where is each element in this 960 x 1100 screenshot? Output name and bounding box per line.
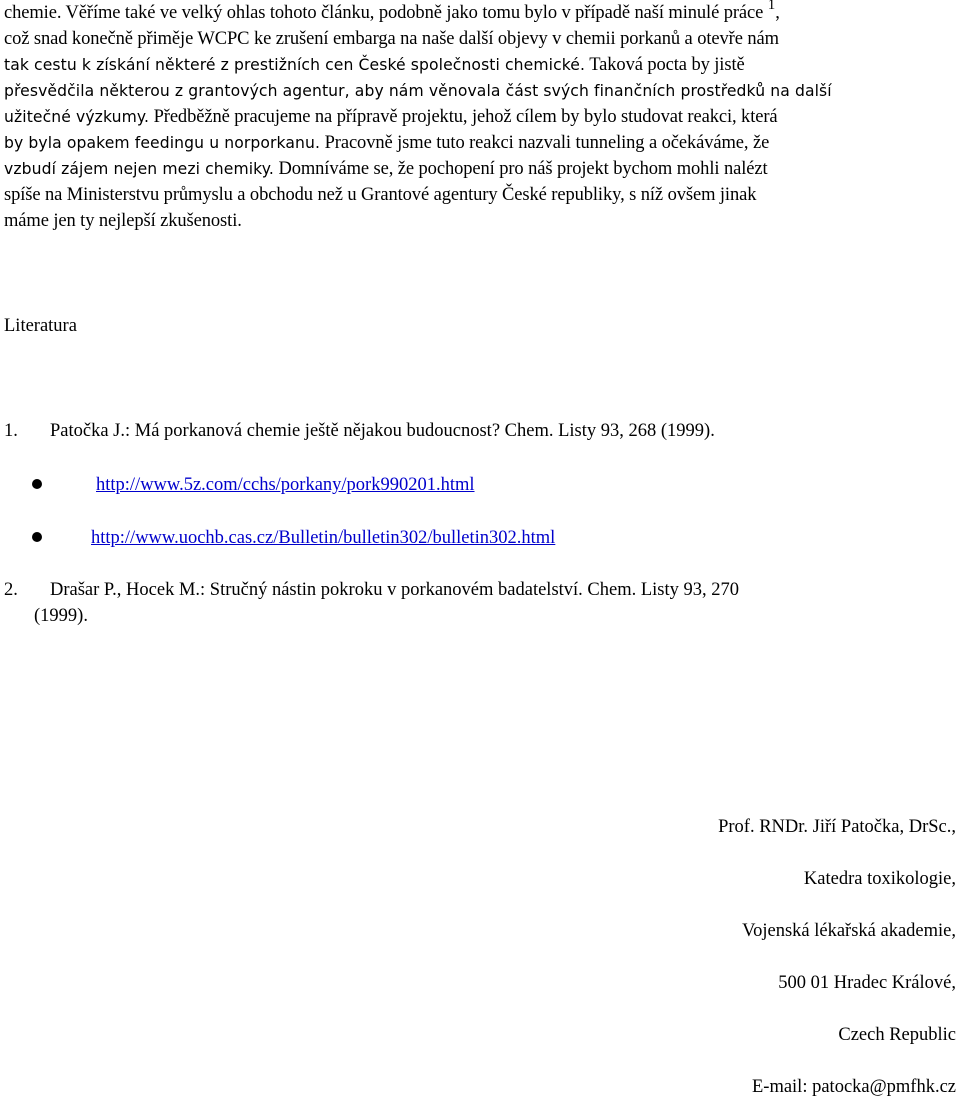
body-line: což snad konečně přiměje WCPC ke zrušení embarga na naše další objevy v chemii porkanů a otevře nám	[4, 29, 779, 49]
body-line: spíše na Ministerstvu průmyslu a obchodu než u Grantové agentury České republiky, s níž ovšem jinak	[4, 185, 757, 205]
reference-link[interactable]: http://www.5z.com/cchs/porkany/pork990201.html	[96, 475, 475, 495]
bullet-icon	[32, 532, 42, 542]
reference-text: Drašar P., Hocek M.: Stručný nástin pokroku v porkanovém badatelství. Chem. Listy 93, 270	[50, 580, 740, 600]
body-line: vzbudí zájem nejen mezi chemiky. Domníváme se, že pochopení pro náš projekt bychom mohli nalézt	[4, 159, 768, 179]
bullet-icon	[32, 479, 42, 489]
author-department: Katedra toxikologie,	[803, 869, 956, 889]
author-email: E-mail: patocka@pmfhk.cz	[751, 1077, 956, 1097]
reference-item	[4, 418, 715, 444]
reference-link[interactable]: http://www.uochb.cas.cz/Bulletin/bulletin302/bulletin302.html	[91, 528, 556, 548]
body-line: by byla opakem feedingu u norporkanu. Pracovně jsme tuto reakci nazvali tunneling a očekáváme, že	[4, 133, 770, 153]
body-line: chemie. Věříme také ve velký ohlas tohoto článku, podobně jako tomu bylo v případě naší minulé práce $^1$,	[4, 0, 954, 26]
body-line: užitečné výzkumy. Předběžně pracujeme na přípravě projektu, jehož cílem by bylo studovat reakci, která	[4, 107, 778, 127]
reference-item	[4, 577, 944, 629]
body-line: přesvědčila některou z grantových agentur, aby nám věnovala část svých finančních prostředků na další	[4, 82, 832, 100]
body-paragraph	[4, 0, 954, 234]
author-institution: Vojenská lékařská akademie,	[742, 921, 956, 941]
reference-text: Patočka J.: Má porkanová chemie ještě nějakou budoucnost? Chem. Listy 93, 268 (1999).	[50, 421, 715, 441]
author-name: Prof. RNDr. Jiří Patočka, DrSc.,	[718, 817, 956, 837]
reference-number: 1.	[4, 421, 18, 441]
references-heading: Literatura	[4, 316, 77, 336]
body-line: máme jen ty nejlepší zkušenosti.	[4, 211, 242, 231]
footnote-reference: 1	[767, 0, 776, 13]
body-line: tak cestu k získání některé z prestižních cen České společnosti chemické. Taková pocta by jistě	[4, 55, 745, 75]
author-address: 500 01 Hradec Králové,	[778, 973, 956, 993]
author-country: Czech Republic	[838, 1025, 956, 1045]
reference-text-continuation: (1999).	[34, 606, 88, 626]
reference-number: 2.	[4, 580, 18, 600]
